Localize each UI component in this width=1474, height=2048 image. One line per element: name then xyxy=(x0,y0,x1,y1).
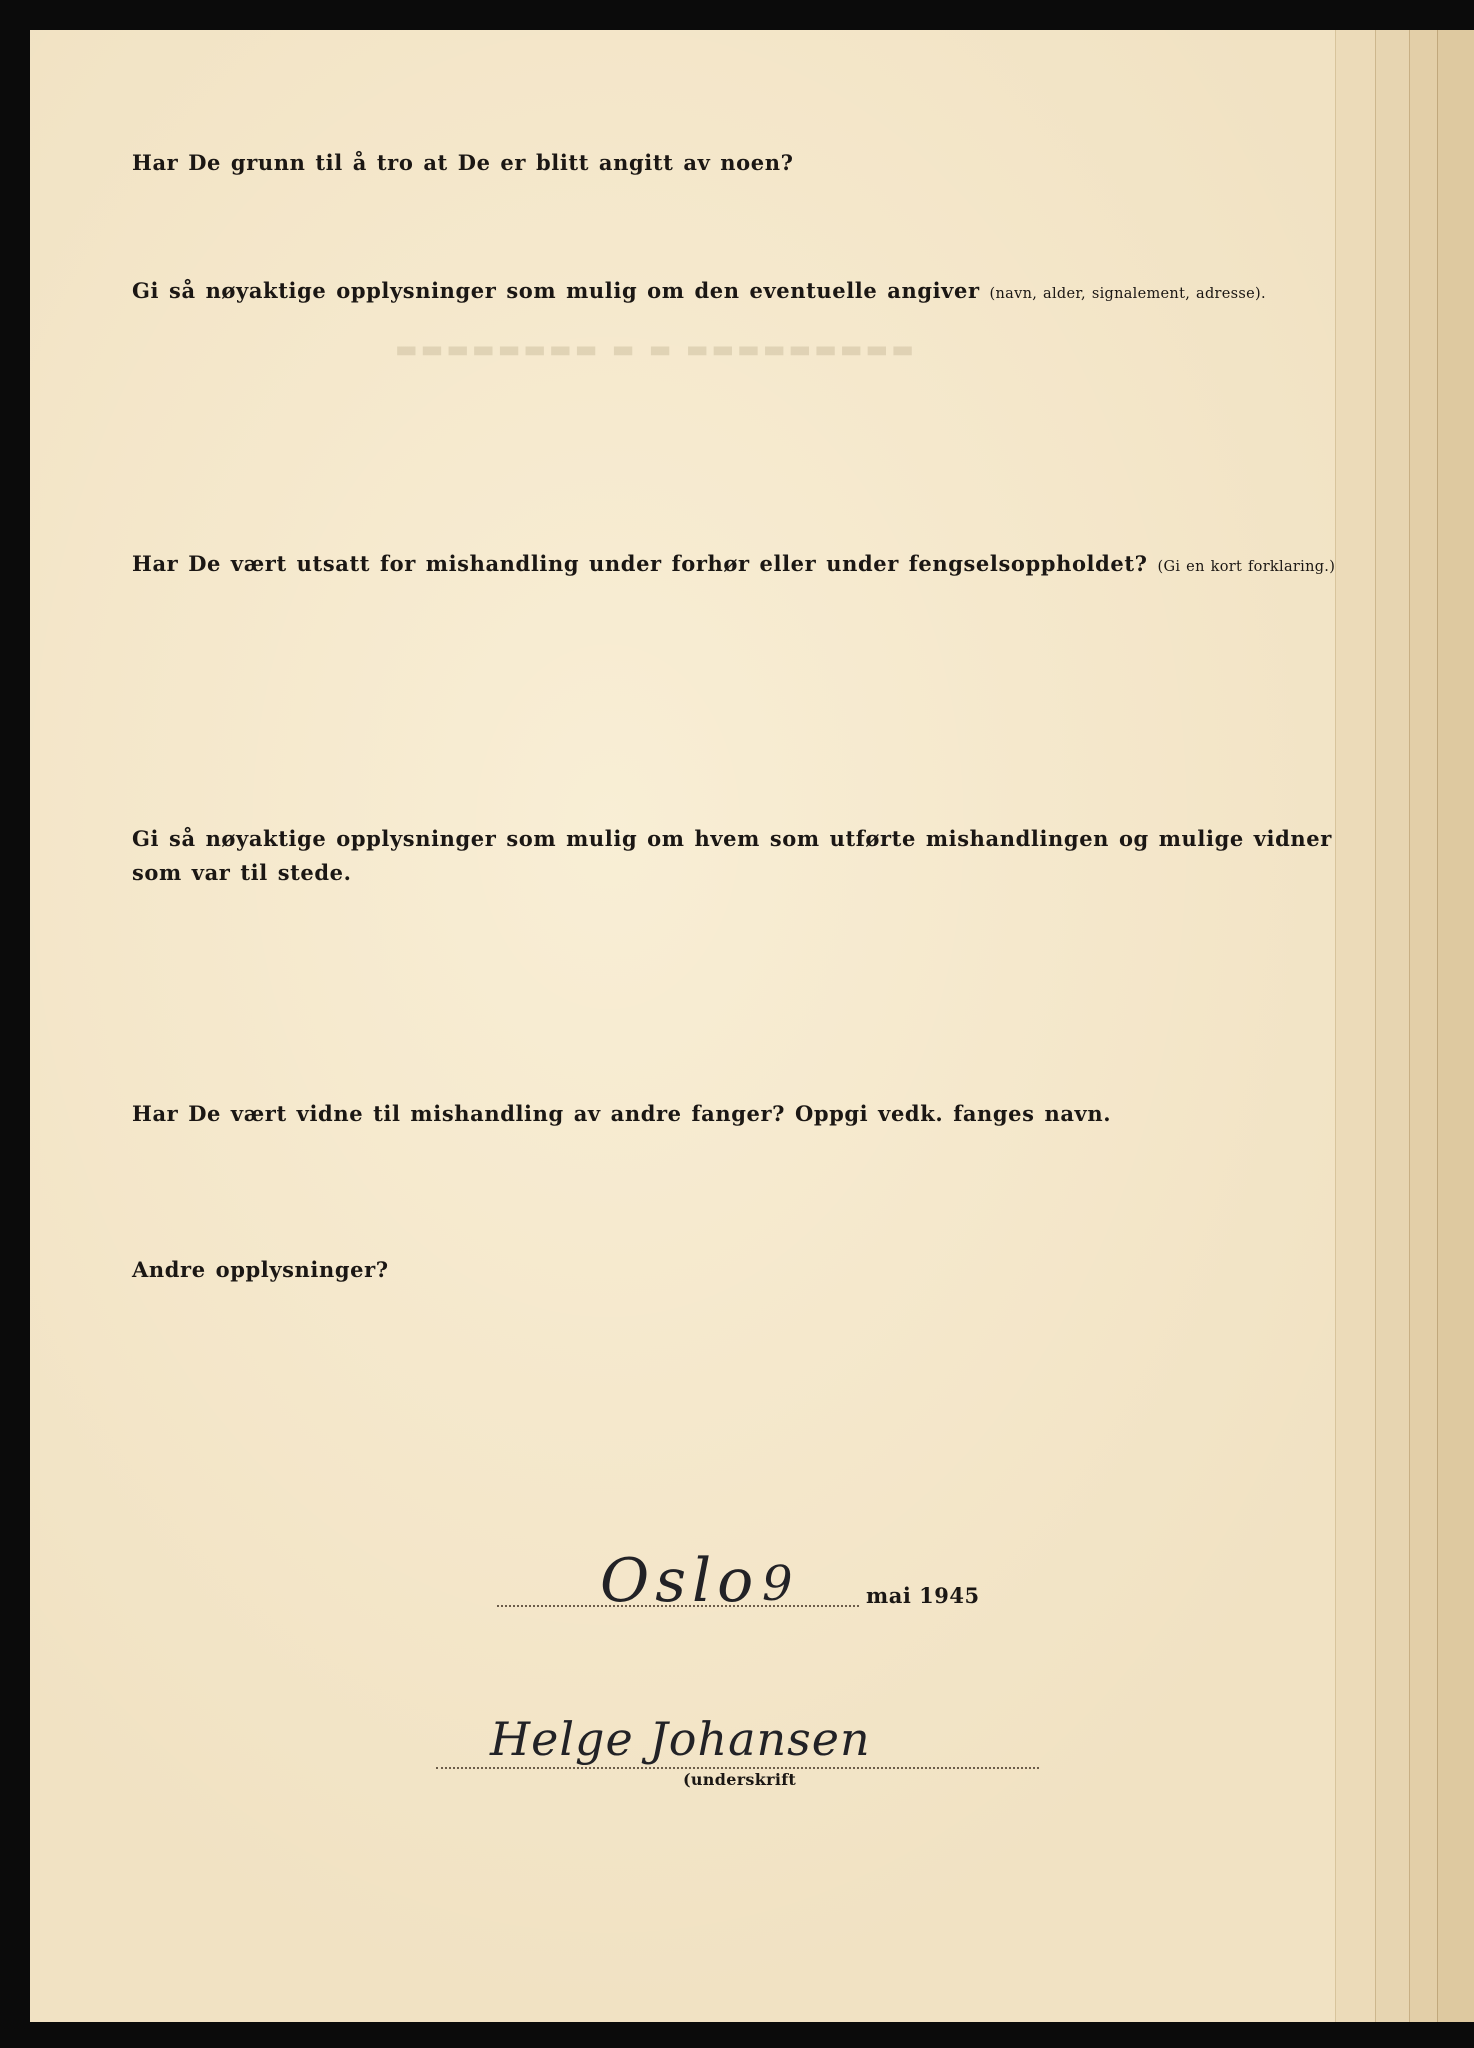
signature-handwritten: Helge Johansen xyxy=(490,1712,871,1766)
signature-label: (underskrift xyxy=(683,1770,797,1789)
question-2 xyxy=(132,274,1266,311)
signature-dotted-line xyxy=(436,1767,1039,1769)
question-1 xyxy=(132,146,794,180)
question-6-text: Andre opplysninger? xyxy=(132,1257,389,1282)
place-handwritten: Oslo xyxy=(600,1546,760,1616)
question-2-note: (navn, alder, signalement, adresse). xyxy=(989,286,1266,302)
question-1-text: Har De grunn til å tro at De er blitt angitt av noen? xyxy=(132,150,794,175)
question-5 xyxy=(132,1097,1111,1131)
month-year: mai 1945 xyxy=(866,1583,980,1608)
page-edge-strip xyxy=(1335,30,1376,2022)
page-edge-strip xyxy=(1437,30,1474,2022)
bleed-through-text: ▬▬▬▬▬▬▬▬ ▬ ▬ ▬▬▬▬▬▬▬▬▬ xyxy=(395,334,917,363)
question-3 xyxy=(132,547,1335,584)
day-handwritten: 9 xyxy=(762,1556,793,1612)
question-6 xyxy=(132,1253,389,1287)
page-edge-strip xyxy=(1409,30,1438,2022)
question-4-line-1: Gi så nøyaktige opplysninger som mulig om hvem som utførte mishandlingen og mulige vidner xyxy=(132,826,1332,851)
question-2-text: Gi så nøyaktige opplysninger som mulig om den eventuelle angiver xyxy=(132,278,980,303)
question-4-line-2: som var til stede. xyxy=(132,860,352,885)
question-3-note: (Gi en kort forklaring.) xyxy=(1157,559,1336,575)
page-edge-strip xyxy=(1375,30,1410,2022)
question-5-text: Har De vært vidne til mishandling av andre fanger? Oppgi vedk. fanges navn. xyxy=(132,1101,1112,1126)
question-3-text: Har De vært utsatt for mishandling under forhør eller under fengselsoppholdet? xyxy=(132,551,1148,576)
question-4 xyxy=(132,822,1332,890)
